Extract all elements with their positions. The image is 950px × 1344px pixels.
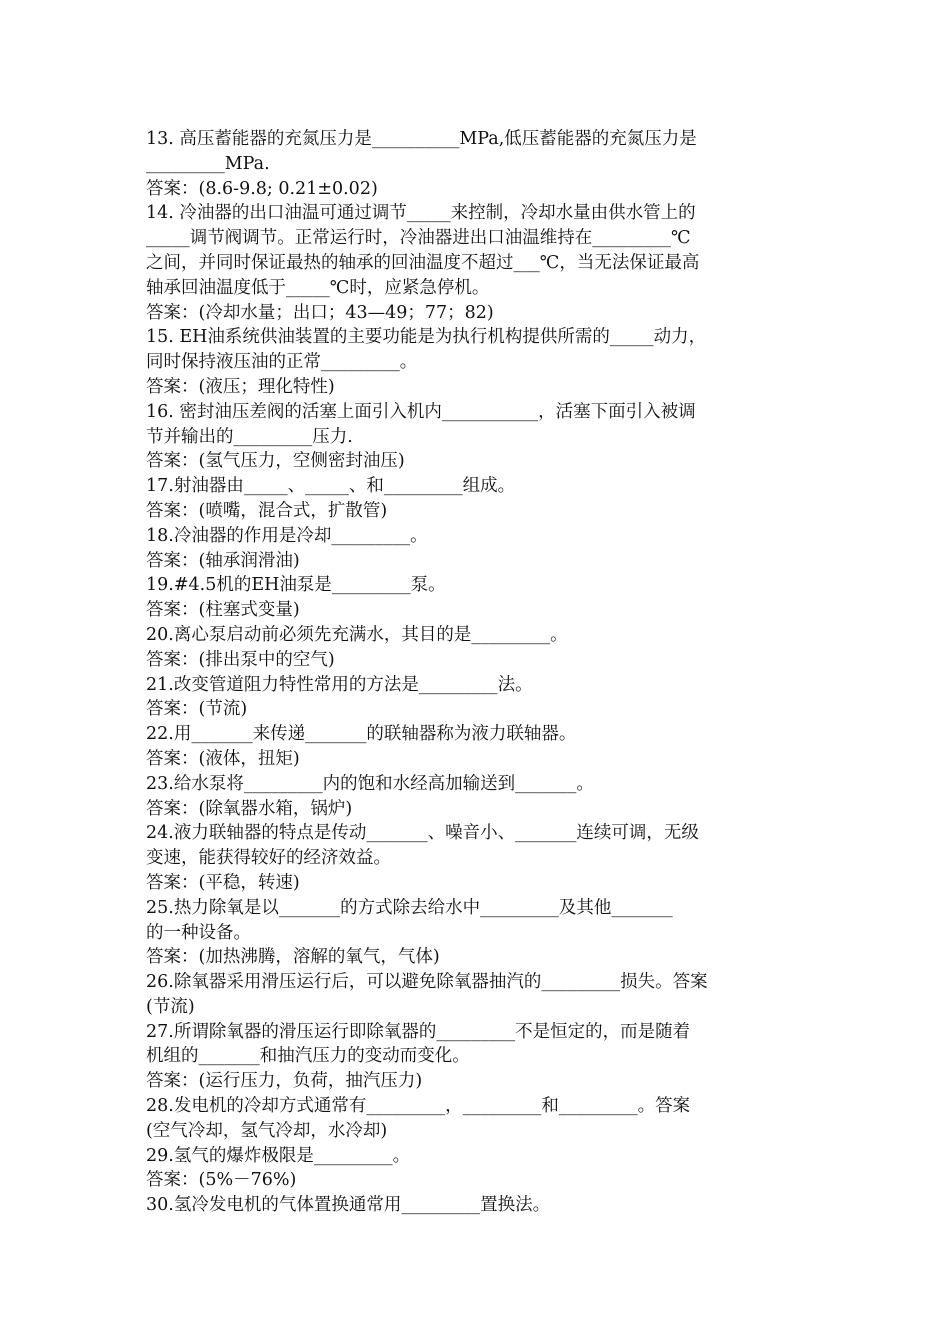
text-line: 26.除氧器采用滑压运行后，可以避免除氧器抽汽的_________损失。答案 [146, 972, 708, 993]
answer-line: 答案：(运行压力，负荷，抽汽压力) [146, 1071, 423, 1092]
text-line: 17.射油器由_____、_____、和_________组成。 [146, 476, 516, 497]
text-line: _____调节阀调节。正常运行时，冷油器进出口油温维持在_________℃ [146, 228, 691, 249]
answer-line: 答案：(喷嘴，混合式，扩散管) [146, 500, 388, 521]
text-line: 19.#4.5机的EH油泵是_________泵。 [146, 575, 446, 596]
text-line: 的一种设备。 [146, 922, 251, 943]
answer-line: (节流) [146, 996, 195, 1017]
text-line: 24.液力联轴器的特点是传动_______、噪音小、_______连续可调，无级 [146, 823, 699, 844]
answer-line: 答案：(排出泵中的空气) [146, 649, 335, 670]
text-line: 15. EH油系统供油装置的主要功能是为执行机构提供所需的_____动力， [146, 327, 707, 348]
text-line: 变速，能获得较好的经济效益。 [146, 848, 391, 869]
answer-line: 答案：(轴承润滑油) [146, 550, 300, 571]
answer-line: 答案：(8.6-9.8; 0.21±0.02) [146, 178, 378, 199]
answer-line: 答案：(液体，扭矩) [146, 748, 300, 769]
text-line: 节并输出的_________压力. [146, 426, 353, 447]
answer-line: 答案：(柱塞式变量) [146, 600, 300, 621]
text-line: 14. 冷油器的出口油温可通过调节_____来控制，冷却水量由供水管上的 [146, 203, 696, 224]
text-line: 27.所谓除氧器的滑压运行即除氧器的_________不是恒定的，而是随着 [146, 1021, 691, 1042]
text-line: 之间，并同时保证最热的轴承的回油温度不超过___℃，当无法保证最高 [146, 252, 700, 273]
text-line: 22.用_______来传递_______的联轴器称为液力联轴器。 [146, 724, 577, 745]
answer-line: 答案：(冷却水量；出口；43—49；77；82) [146, 302, 494, 323]
answer-line: 答案：(节流) [146, 699, 248, 720]
answer-line: 答案：(平稳，转速) [146, 872, 300, 893]
text-line: 轴承回油温度低于_____℃时，应紧急停机。 [146, 277, 490, 298]
text-line: 28.发电机的冷却方式通常有_________，_________和_________。答案 [146, 1096, 691, 1117]
text-line: 21.改变管道阻力特性常用的方法是_________法。 [146, 674, 533, 695]
answer-line: 答案：(5%－76%) [146, 1170, 297, 1191]
text-line: 机组的_______和抽汽压力的变动而变化。 [146, 1046, 470, 1067]
answer-line: 答案：(加热沸腾，溶解的氧气，气体) [146, 947, 440, 968]
answer-line: 答案：(氢气压力，空侧密封油压) [146, 451, 405, 472]
text-line: 同时保持液压油的正常_________。 [146, 352, 418, 373]
answer-line: 答案：(液压；理化特性) [146, 376, 335, 397]
text-line: 20.离心泵启动前必须先充满水，其目的是_________。 [146, 624, 568, 645]
answer-line: (空气冷却，氢气冷却，水冷却) [146, 1120, 388, 1141]
text-line: 30.氢冷发电机的气体置换通常用_________置换法。 [146, 1195, 551, 1216]
document-body [146, 127, 810, 1218]
text-line: 29.氢气的爆炸极限是_________。 [146, 1145, 411, 1166]
text-line: 16. 密封油压差阀的活塞上面引入机内___________，活塞下面引入被调 [146, 401, 696, 422]
text-line: 18.冷油器的作用是冷却_________。 [146, 525, 428, 546]
answer-line: 答案：(除氧器水箱，锅炉) [146, 798, 353, 819]
text-line: 25.热力除氧是以_______的方式除去给水中_________及其他_______ [146, 897, 673, 918]
text-line: _________MPa. [146, 153, 270, 174]
text-line: 13. 高压蓄能器的充氮压力是__________MPa,低压蓄能器的充氮压力是 [146, 129, 697, 149]
text-line: 23.给水泵将_________内的饱和水经高加输送到_______。 [146, 773, 594, 794]
